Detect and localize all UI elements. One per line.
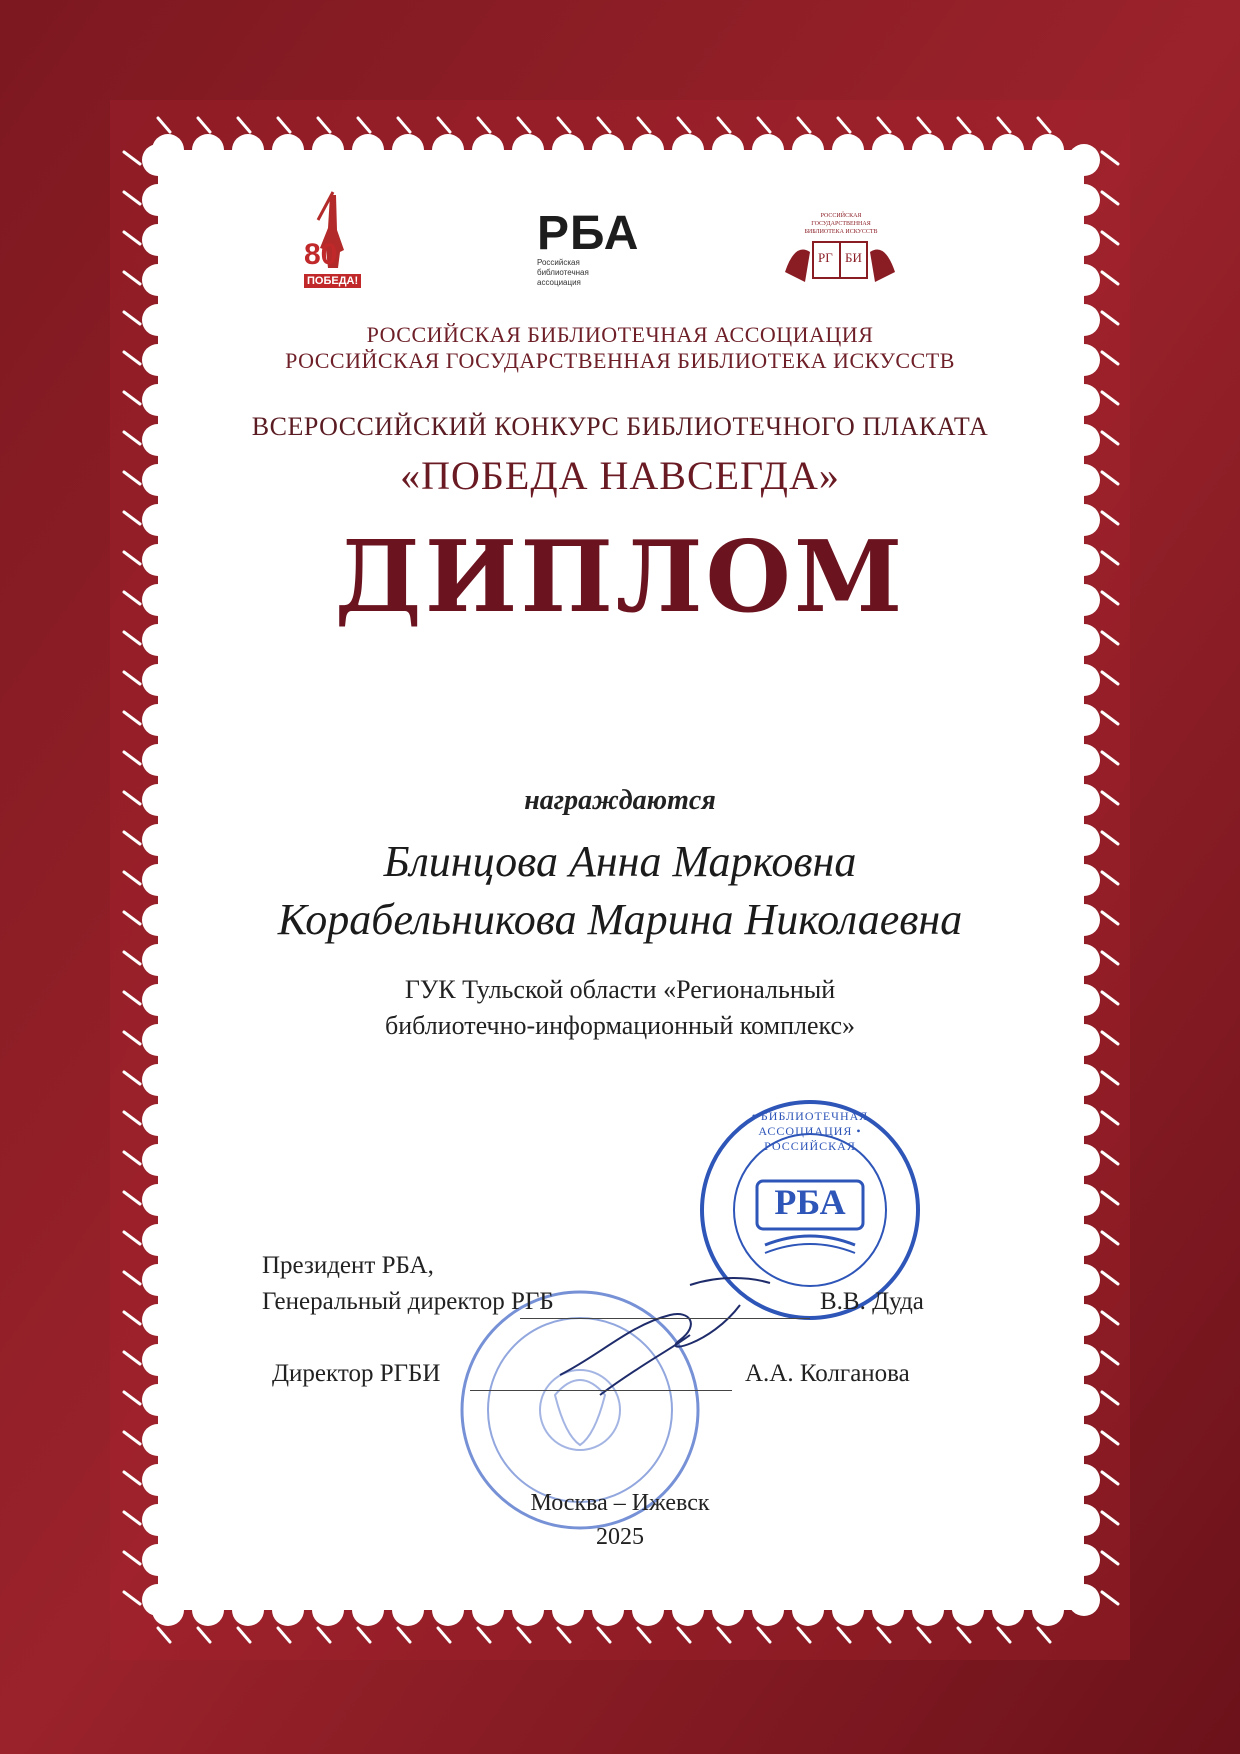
footer-year: 2025 [596,1524,644,1550]
recipient-2: Корабельникова Марина Николаевна [277,895,963,944]
victory-logo-text: ПОБЕДА! [304,274,361,288]
director-title: Директор РГБИ [272,1360,441,1387]
president-title-2: Генеральный директор РГБ [262,1288,554,1315]
victory-80-logo [300,190,370,300]
rgbi-logo-left: РГ [818,250,833,265]
footer-place: Москва – Ижевск [530,1490,710,1516]
president-title-1: Президент РБА, [262,1252,434,1279]
director-name: А.А. Колганова [745,1360,910,1387]
rgbi-logo-right: БИ [845,250,862,265]
contest-line: ВСЕРОССИЙСКИЙ КОНКУРС БИБЛИОТЕЧНОГО ПЛАКАТА [251,412,989,441]
rba-logo-line1: Российская [537,258,580,267]
president-signature-line [520,1318,810,1319]
institution-line-2: библиотечно-информационный комплекс» [384,1011,856,1040]
rba-stamp-center: РБА [774,1182,846,1222]
president-name: В.В. Дуда [820,1288,924,1315]
org-line-2: РОССИЙСКАЯ ГОСУДАРСТВЕННАЯ БИБЛИОТЕКА ИСКУССТВ [285,348,955,373]
signature-scribble [540,1265,780,1405]
rgbi-logo [775,212,905,292]
rba-logo [537,207,647,300]
victory-logo-number: 80 [304,238,338,271]
contest-name: «ПОБЕДА НАВСЕГДА» [400,453,840,498]
awarded-label: награждаются [524,785,716,816]
rba-stamp-ring-text: • БИБЛИОТЕЧНАЯ АССОЦИАЦИЯ • РОССИЙСКАЯ [751,1109,869,1153]
org-line-1: РОССИЙСКАЯ БИБЛИОТЕЧНАЯ АССОЦИАЦИЯ [366,322,874,347]
recipient-1: Блинцова Анна Марковна [383,837,857,886]
rba-logo-line3: ассоциация [537,278,581,287]
institution-line-1: ГУК Тульской области «Региональный [404,975,836,1004]
director-signature-line [470,1390,732,1391]
rba-logo-line2: библиотечная [537,268,589,277]
diploma-title: ДИПЛОМ [334,520,906,635]
rgbi-logo-arc-text: РОССИЙСКАЯ ГОСУДАРСТВЕННАЯ БИБЛИОТЕКА ИСКУССТВ [804,213,878,235]
rba-logo-abbr: РБА [537,207,640,260]
